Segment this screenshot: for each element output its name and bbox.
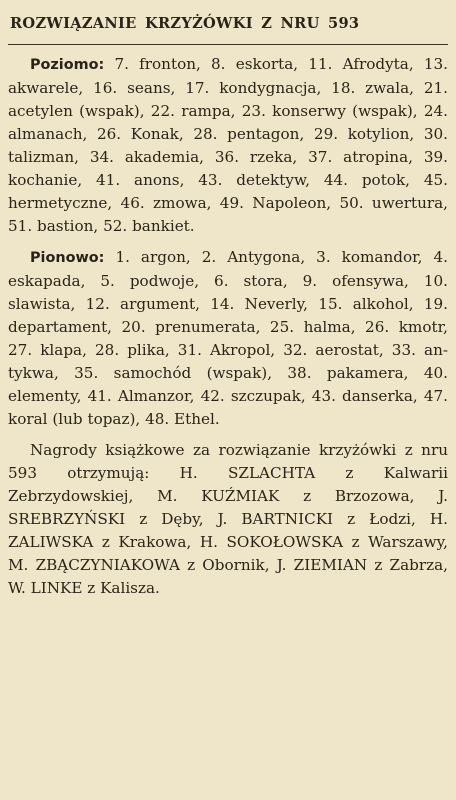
horizontal-answers: [8, 53, 448, 238]
awards-paragraph: [8, 439, 448, 600]
vertical-answers: [8, 246, 448, 431]
page-title: ROZWIĄZANIE KRZYŻÓWKI Z NRU 593: [10, 15, 360, 32]
horizontal-text: 7. fronton, 8. eskorta, 11. Afrodyta, 13. akwarele, 16. seans, 17. kondygnacja, 18. zwala, 21. acetylen (wspak), 22. rampa, 23. konserwy (wspak), 24. almanach, 26. Konak, 28. pentagon, 29. kotylion, 30. talizman, 34. akademia, 36. rzeka, 37. atropina, 39. kochanie, 41. anons, 43. detektyw, 44. potok, 45. hermetyczne, 46. zmowa, 49. Napoleon, 50. uwertura, 51. bastion, 52. bankiet.: [8, 55, 448, 235]
vertical-label: Pionowo:: [30, 250, 105, 266]
awards-text: Nagrody książkowe za rozwiązanie krzyżówki z nru 593 otrzymują: H. SZLACHTA z Kalwarii Zebrzydowskiej, M. KUŹMIAK z Brzozowa, J. SREBRZYŃSKI z Dęby, J. BARTNICKI z Łodzi, H. ZALIWSKA z Krakowa, H. SOKOŁOWSKA z Warszawy, M. ZBĄCZYNIAKOWA z Obornik, J. ZIEMIAN z Zabrza, W. LINKE z Kalisza.: [8, 441, 448, 597]
horizontal-label: Poziomo:: [30, 57, 105, 73]
title-divider: [8, 44, 448, 45]
vertical-text: 1. argon, 2. Antygona, 3. komandor, 4. eskapada, 5. podwoje, 6. stora, 9. ofensywa, 10. slawista, 12. argument, 14. Neverly, 15. alkohol, 19. departament, 20. prenumerata, 25. halma, 26. kmotr, 27. klapa, 28. plika, 31. Akropol, 32. aerostat, 33. antykwa, 35. samochód (wspak), 38. pakamera, 40. elementy, 41. Almanzor, 42. szczupak, 43. danserka, 47. koral (lub topaz), 48. Ethel.: [8, 248, 449, 428]
